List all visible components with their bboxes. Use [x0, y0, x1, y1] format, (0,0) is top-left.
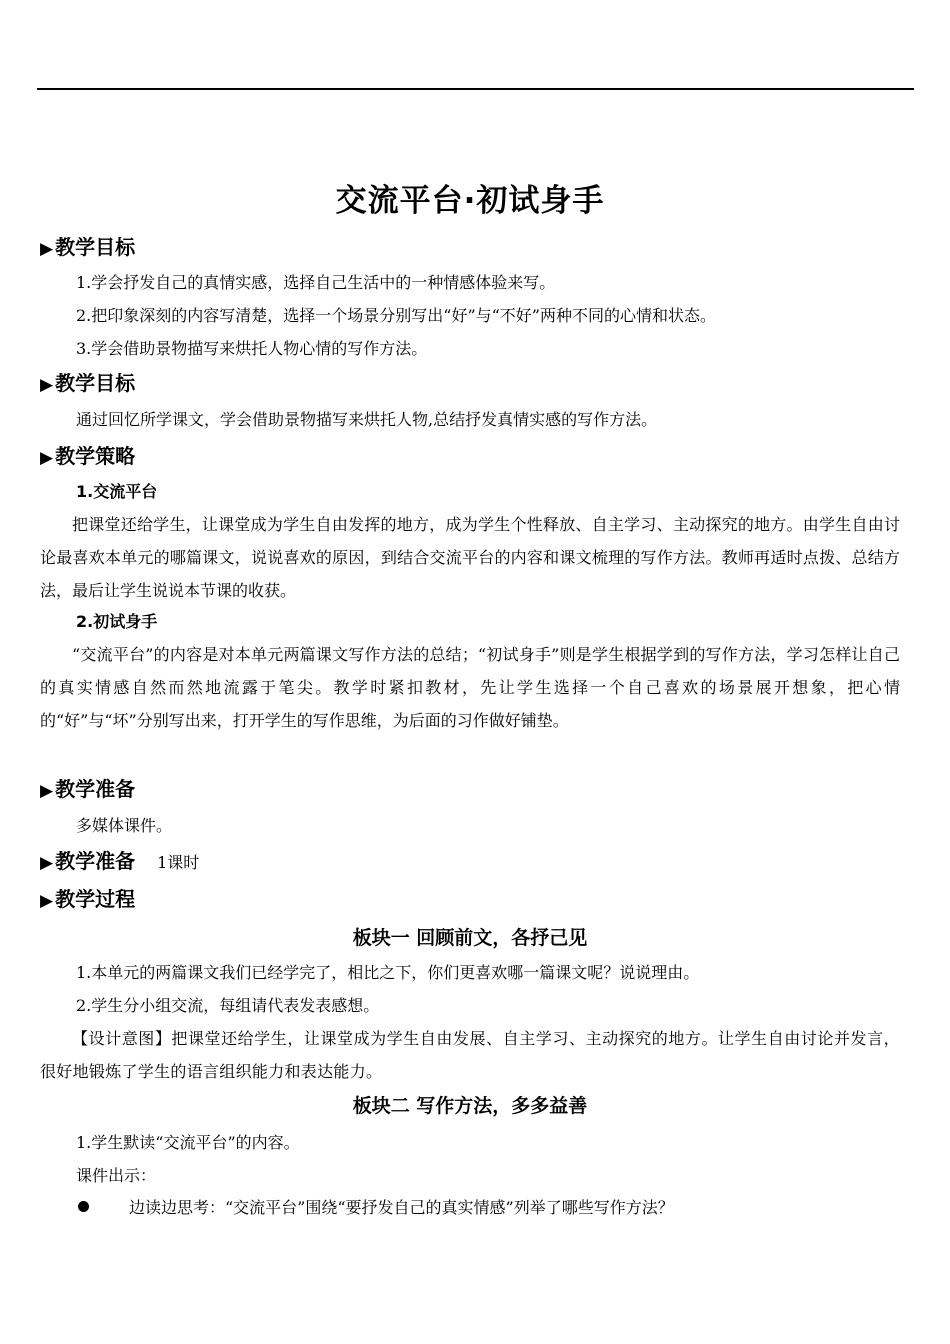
heading-goals-2	[40, 370, 135, 398]
heading-process	[40, 886, 135, 914]
header-rule	[37, 88, 914, 90]
goals2-text: 通过回忆所学课文，学会借助景物描写来烘托人物,总结抒发真情实感的写作方法。	[76, 410, 658, 429]
heading-text: 教学策略	[55, 444, 136, 468]
bullet-text: 边读边思考：“交流平台”围绕“要抒发自己的真实情感”列举了哪些写作方法？	[129, 1198, 674, 1217]
heading-text: 教学准备	[55, 777, 136, 801]
heading-prep-2	[40, 848, 199, 876]
bullet-dot-icon	[78, 1201, 89, 1212]
goal-item: 1.学会抒发自己的真情实感，选择自己生活中的一种情感体验来写。	[76, 273, 556, 292]
design-intent: 【设计意图】把课堂还给学生，让课堂成为学生自由发展、自主学习、主动探究的地方。让学生自由讨论并发言，很好地锻炼了学生的语言组织能力和表达能力。	[40, 1029, 900, 1081]
class-hours: 1课时	[157, 853, 200, 872]
prep-text: 多媒体课件。	[76, 816, 173, 835]
block-2-title: 板块二 写作方法，多多益善	[352, 1095, 588, 1117]
block1-item: 2.学生分小组交流，每组请代表发表感想。	[76, 996, 380, 1015]
block1-item: 1.本单元的两篇课文我们已经学完了，相比之下，你们更喜欢哪一篇课文呢？说说理由。	[76, 963, 700, 982]
triangle-bullet-icon: ▶	[40, 853, 54, 873]
heading-goals	[40, 234, 135, 262]
triangle-bullet-icon: ▶	[40, 448, 54, 468]
triangle-bullet-icon: ▶	[40, 781, 54, 801]
strategy-para-2: “交流平台”的内容是对本单元两篇课文写作方法的总结；“初试身手”则是学生根据学到的写作方法，学习怎样让自己的真实情感自然而然地流露于笔尖。教学时紧扣教材，先让学生选择一个自己喜欢的场景展开想象，把心情的“好”与“坏”分别写出来，打开学生的写作思维，为后面的习作做好铺垫。	[40, 645, 900, 730]
goal-item: 3.学会借助景物描写来烘托人物心情的写作方法。	[76, 339, 428, 358]
strategy-para-1: 把课堂还给学生，让课堂成为学生自由发挥的地方，成为学生个性释放、自主学习、主动探究的地方。由学生自由讨论最喜欢本单元的哪篇课文，说说喜欢的原因，到结合交流平台的内容和课文梳理的写作方法。教师再适时点拨、总结方法，最后让学生说说本节课的收获。	[40, 515, 900, 600]
triangle-bullet-icon: ▶	[40, 891, 54, 911]
heading-text: 教学目标	[55, 235, 136, 259]
heading-text: 教学准备	[55, 849, 136, 873]
heading-text: 教学目标	[55, 371, 136, 395]
block2-item: 1.学生默读“交流平台”的内容。	[76, 1133, 300, 1152]
block2-item: 课件出示：	[76, 1166, 157, 1185]
strategy-sub-2: 2.初试身手	[76, 612, 158, 631]
heading-strategy	[40, 443, 135, 471]
heading-text: 教学过程	[55, 887, 136, 911]
block-1-title: 板块一 回顾前文，各抒己见	[352, 927, 588, 949]
heading-prep	[40, 776, 135, 804]
triangle-bullet-icon: ▶	[40, 239, 54, 259]
strategy-sub-1: 1.交流平台	[76, 482, 158, 501]
goal-item: 2.把印象深刻的内容写清楚，选择一个场景分别写出“好”与“不好”两种不同的心情和状态。	[76, 306, 716, 325]
bullet-item	[40, 1196, 900, 1220]
page-title: 交流平台·初试身手	[335, 183, 605, 219]
triangle-bullet-icon: ▶	[40, 375, 54, 395]
